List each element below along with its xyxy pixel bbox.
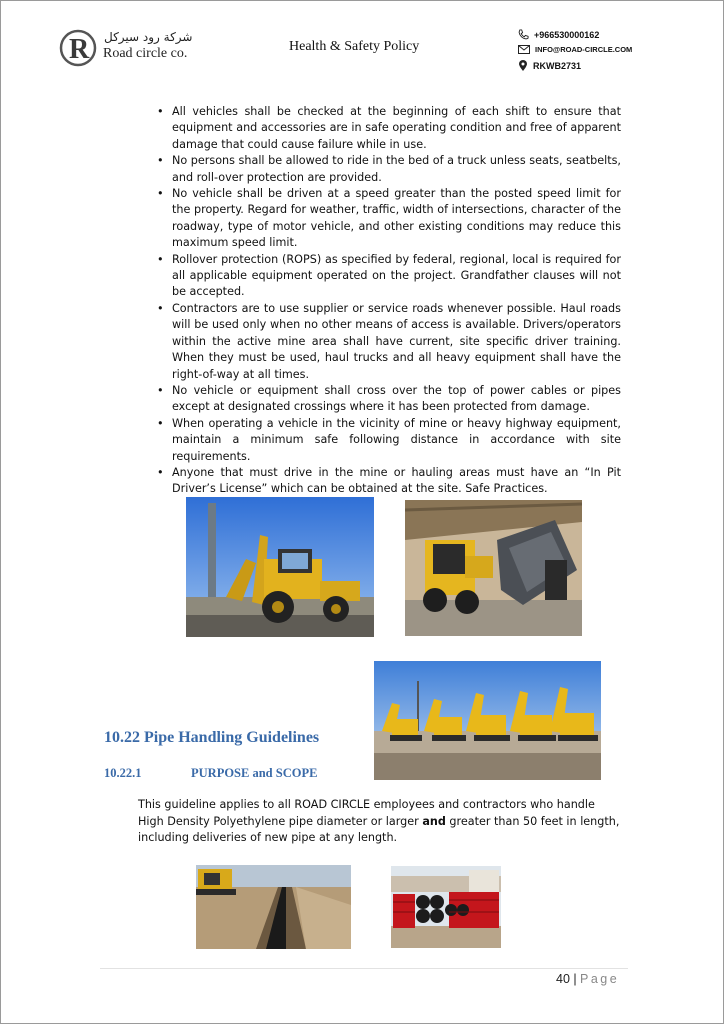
paragraph-bold-word: and [422, 814, 446, 828]
safety-bullet-list [153, 104, 621, 498]
subsection-title: PURPOSE and SCOPE [191, 766, 318, 780]
code-text: RKWB2731 [533, 61, 582, 71]
page-label: Page [580, 972, 620, 986]
company-logo [58, 28, 98, 68]
excavators-row-photo [374, 661, 601, 780]
email-icon [518, 45, 530, 54]
scope-paragraph [138, 797, 621, 847]
page-number [556, 972, 577, 986]
list-item: • No vehicle or equipment shall cross over the top of power cables or pipes except at designated crossings where it has been protected from damage. [153, 383, 621, 416]
contact-code [518, 60, 581, 72]
list-item: • All vehicles shall be checked at the beginning of each shift to ensure that equipment and accessories are in safe operating condition and free of apparent damage that could cause failure while in use. [153, 104, 621, 153]
phone-number: +966530000162 [534, 29, 600, 40]
document-title: Health & Safety Policy [289, 39, 420, 54]
list-item: • No persons shall be allowed to ride in the bed of a truck unless seats, seatbelts, and roll-over protection are provided. [153, 153, 621, 186]
page-separator: | [573, 972, 577, 986]
list-item: • Rollover protection (ROPS) as specified by federal, regional, local is required for all applicable equipment operated on the project. Grandfather clauses will not be accepted. [153, 252, 621, 301]
paragraph-text-start: This guideline applies to all ROAD CIRCLE employees and contractors who handle High Density Polyethylene pipe diameter or larger [138, 798, 595, 828]
list-item: • Contractors are to use supplier or service roads whenever possible. Haul roads will be used only when no other means of access is available. Drivers/operators within the active mine area shall have current, site specific driver training. When they must be used, haul trucks and all heavy equipment shall have the right-of-way at all times. [153, 301, 621, 383]
list-item: • No vehicle shall be driven at a speed greater than the posted speed limit for the property. Regard for weather, traffic, width of intersections, character of the roadway, type of motor vehicle, and other existing conditions may reduce this maximum speed limit. [153, 186, 621, 252]
contact-phone [518, 29, 599, 40]
footer-divider [100, 968, 628, 969]
skid-steer-photo [405, 500, 582, 636]
company-name-arabic: شركة رود سيركل [104, 30, 193, 44]
section-heading: 10.22 Pipe Handling Guidelines [104, 729, 320, 746]
contact-email [518, 45, 632, 54]
paragraph-text-end: greater than 50 feet in length, including deliveries of new pipe at any length. [138, 814, 620, 845]
svg-text:R: R [69, 34, 90, 65]
red-pipes-photo [391, 866, 501, 948]
backhoe-loader-photo [186, 497, 374, 637]
phone-icon [518, 29, 529, 40]
subsection-number: 10.22.1 [104, 766, 142, 780]
location-pin-icon [518, 60, 528, 72]
list-item: • When operating a vehicle in the vicinity of mine or heavy highway equipment, maintain a minimum safe following distance in accordance with site requirements. [153, 416, 621, 465]
list-item: • Anyone that must drive in the mine or hauling areas must have an “In Pit Driver’s License” which can be obtained at the site. Safe Practices. [153, 465, 621, 498]
email-address: INFO@ROAD-CIRCLE.COM [535, 45, 633, 54]
company-name-english: Road circle co. [103, 46, 188, 61]
page-number-value: 40 [556, 972, 570, 986]
pipe-trench-photo [196, 865, 351, 949]
